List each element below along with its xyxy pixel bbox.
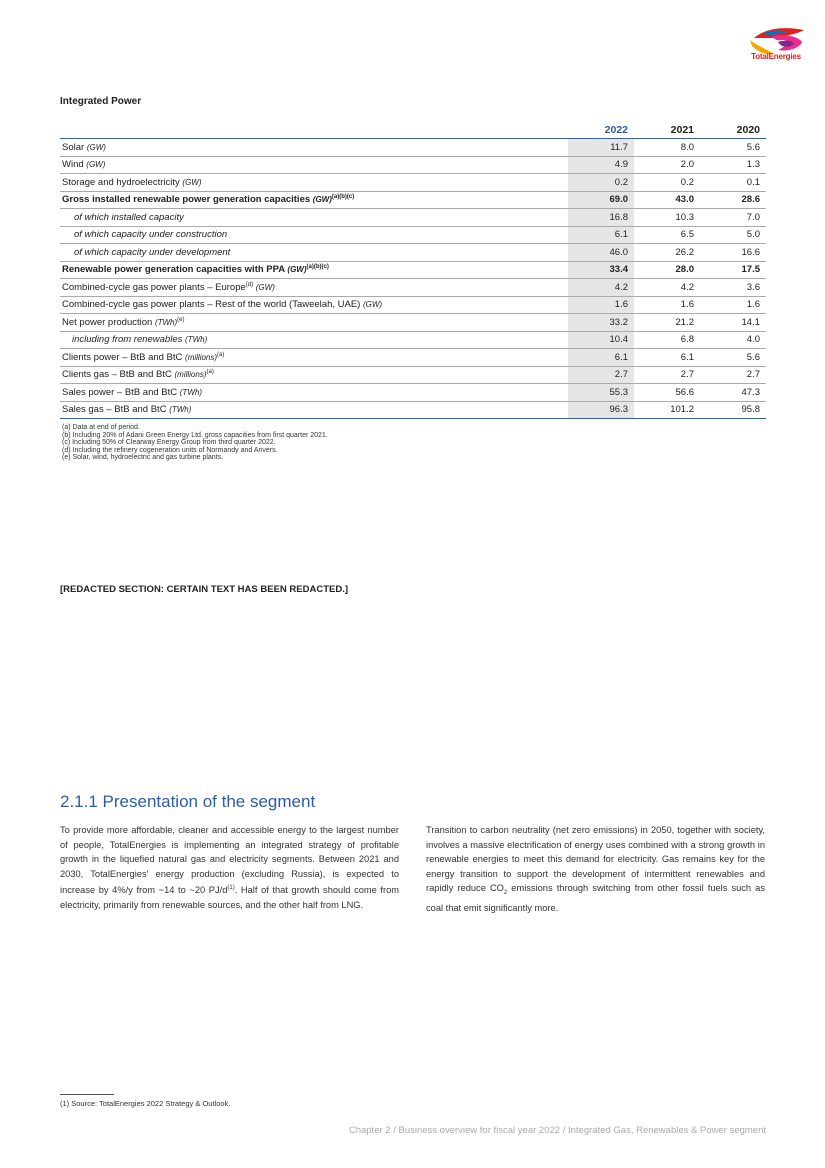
note-line: (c) Including 50% of Clearway Energy Group from third quarter 2022. (62, 439, 276, 447)
row-unit: (TWh) (179, 387, 202, 397)
value-2020: 28.6 (700, 191, 766, 209)
value-2022: 10.4 (568, 331, 634, 349)
value-2022: 69.0 (568, 191, 634, 209)
row-label (60, 401, 568, 419)
value-2022: 33.4 (568, 261, 634, 279)
row-label-text: including from renewables (72, 334, 186, 346)
row-label (60, 191, 568, 209)
row-unit: (TWh) (154, 317, 178, 327)
value-2022: 4.2 (568, 279, 634, 297)
table-row (60, 209, 766, 227)
footnote: (1) Source: TotalEnergies 2022 Strategy & Outlook. (60, 1099, 231, 1108)
row-label (60, 384, 568, 402)
row-note-ref: (e) (177, 316, 185, 323)
row-note-ref: (a)(b)(c) (306, 264, 329, 271)
value-2021: 10.3 (634, 209, 700, 227)
value-2020: 4.0 (700, 331, 766, 349)
value-2021: 6.1 (634, 349, 700, 367)
row-note-ref: (a) (206, 369, 214, 376)
value-2021: 2.0 (634, 156, 700, 174)
row-note-ref: (d) (245, 281, 254, 288)
value-2020: 5.0 (700, 226, 766, 244)
value-2022: 33.2 (568, 314, 634, 332)
row-unit: (GW) (312, 195, 332, 205)
row-label-text: Combined-cycle gas power plants – Europe (62, 281, 246, 293)
table-body (60, 139, 766, 419)
note-line: (d) Including the refinery cogeneration units of Normandy and Anvers. (62, 446, 278, 454)
table-row (60, 156, 766, 174)
value-2022: 1.6 (568, 296, 634, 314)
header-year-2020: 2020 (700, 121, 766, 139)
note-line: (e) Solar, wind, hydroelectric and gas turbine plants. (62, 454, 224, 462)
row-label (60, 331, 568, 349)
row-label-text: Clients gas – BtB and BtC (62, 369, 175, 381)
value-2022: 6.1 (568, 226, 634, 244)
value-2022: 11.7 (568, 139, 634, 157)
left-column-text (60, 823, 399, 913)
row-unit: (GW) (86, 142, 106, 152)
row-label-text: Gross installed renewable power generation capacities (62, 194, 313, 206)
row-unit: (TWh) (169, 405, 192, 415)
value-2021: 6.5 (634, 226, 700, 244)
row-label (60, 139, 568, 157)
value-2021: 21.2 (634, 314, 700, 332)
table-row (60, 296, 766, 314)
table-row (60, 244, 766, 262)
row-label (60, 244, 568, 262)
row-label-text: Renewable power generation capacities with PPA (62, 264, 288, 276)
row-label-text: of which installed capacity (74, 211, 184, 223)
value-2021: 28.0 (634, 261, 700, 279)
table-row (60, 191, 766, 209)
value-2022: 96.3 (568, 401, 634, 419)
row-label-text: Storage and hydroelectricity (62, 176, 183, 188)
brand-name: TotalEnergies (751, 52, 801, 61)
row-label (60, 209, 568, 227)
value-2020: 7.0 (700, 209, 766, 227)
row-unit: (GW) (362, 300, 383, 310)
header-year-2021: 2021 (634, 121, 700, 139)
value-2020: 5.6 (700, 139, 766, 157)
table-notes (62, 424, 328, 462)
table-row (60, 261, 766, 279)
value-2020: 2.7 (700, 366, 766, 384)
value-2021: 2.7 (634, 366, 700, 384)
value-2021: 4.2 (634, 279, 700, 297)
right-text-part2: emissions through switching from other fossil fuels such as coal that emit significantly more. (426, 883, 765, 913)
row-unit: (TWh) (185, 335, 208, 345)
left-text-part2: . Half of that growth should come from electricity, primarily from renewable sources, and the other half from LNG. (60, 885, 399, 911)
row-label-text: Net power production (62, 316, 155, 328)
right-text-part1: Transition to carbon neutrality (net zero emissions) in 2050, together with society, involves a massive electrification of energy uses combined with a strong growth in renewable energies to meet this demand for electricity. Gas remains key for the energy transition to support the development of intermittent renewables and rapidly reduce CO (426, 825, 765, 894)
value-2022: 16.8 (568, 209, 634, 227)
row-unit: (GW) (182, 177, 202, 187)
table-row (60, 366, 766, 384)
value-2021: 56.6 (634, 384, 700, 402)
row-label (60, 279, 568, 297)
row-unit: (millions) (185, 352, 218, 362)
value-2020: 47.3 (700, 384, 766, 402)
value-2021: 26.2 (634, 244, 700, 262)
row-label (60, 261, 568, 279)
value-2020: 0.1 (700, 174, 766, 192)
value-2020: 16.6 (700, 244, 766, 262)
table-row (60, 279, 766, 297)
value-2022: 46.0 (568, 244, 634, 262)
table-row (60, 174, 766, 192)
value-2020: 14.1 (700, 314, 766, 332)
value-2022: 6.1 (568, 349, 634, 367)
value-2022: 4.9 (568, 156, 634, 174)
value-2022: 2.7 (568, 366, 634, 384)
header-label-cell (60, 121, 568, 139)
row-label-text: Clients power – BtB and BtC (62, 351, 186, 363)
row-label-text: Solar (62, 141, 87, 153)
value-2020: 1.6 (700, 296, 766, 314)
value-2021: 43.0 (634, 191, 700, 209)
row-label-text: of which capacity under construction (74, 229, 228, 241)
value-2020: 95.8 (700, 401, 766, 419)
row-label-text: Sales power – BtB and BtC (62, 386, 180, 398)
header-year-2022: 2022 (568, 121, 634, 139)
value-2021: 0.2 (634, 174, 700, 192)
row-unit: (millions) (174, 370, 207, 380)
footnote-divider (60, 1094, 114, 1095)
value-2022: 55.3 (568, 384, 634, 402)
row-label-text: Sales gas – BtB and BtC (62, 404, 170, 416)
row-label (60, 314, 568, 332)
row-label-text: of which capacity under development (74, 246, 231, 258)
row-label (60, 174, 568, 192)
value-2020: 1.3 (700, 156, 766, 174)
redacted-notice: [REDACTED SECTION: CERTAIN TEXT HAS BEEN REDACTED.] (60, 584, 348, 595)
value-2022: 0.2 (568, 174, 634, 192)
value-2021: 1.6 (634, 296, 700, 314)
note-line: (b) Including 20% of Adani Green Energy Ltd. gross capacities from first quarter 2021. (62, 431, 328, 439)
row-unit: (GW) (255, 282, 275, 292)
table-row (60, 314, 766, 332)
table-header-row (60, 121, 766, 139)
section-heading: 2.1.1 Presentation of the segment (60, 792, 316, 811)
table-row (60, 139, 766, 157)
row-label-text: Wind (62, 159, 87, 171)
table-row (60, 226, 766, 244)
value-2020: 17.5 (700, 261, 766, 279)
row-note-ref: (a)(b)(c) (331, 194, 355, 201)
row-label (60, 156, 568, 174)
row-label (60, 226, 568, 244)
integrated-power-table (60, 121, 766, 419)
section-title: Integrated Power (60, 96, 142, 107)
row-unit: (GW) (86, 160, 106, 170)
footnote-ref: (1) (227, 885, 235, 892)
co2-subscript: 2 (503, 890, 508, 897)
row-label (60, 296, 568, 314)
value-2021: 6.8 (634, 331, 700, 349)
table-row (60, 384, 766, 402)
value-2020: 5.6 (700, 349, 766, 367)
right-column-text (426, 823, 765, 915)
value-2021: 101.2 (634, 401, 700, 419)
table-row (60, 331, 766, 349)
table-row (60, 349, 766, 367)
row-label (60, 349, 568, 367)
left-text-part1: To provide more affordable, cleaner and accessible energy to the largest number of people, TotalEnergies is implementing an integrated strategy of profitable growth in the liquefied natural gas and electricity segments. Between 2021 and 2030, TotalEnergies' energy production (excluding Russia), is expected to increase by 4%/y from ~14 to ~20 PJ/d (60, 825, 399, 896)
note-line: (a) Data at end of period. (62, 424, 140, 431)
row-label-text: Combined-cycle gas power plants – Rest of the world (Taweelah, UAE) (62, 299, 363, 311)
value-2020: 3.6 (700, 279, 766, 297)
row-note-ref: (a) (217, 351, 225, 358)
row-label (60, 366, 568, 384)
value-2021: 8.0 (634, 139, 700, 157)
page-footer: Chapter 2 / Business overview for fiscal year 2022 / Integrated Gas, Renewables & Power segment (348, 1125, 766, 1136)
table-row (60, 401, 766, 419)
row-unit: (GW) (287, 265, 307, 275)
